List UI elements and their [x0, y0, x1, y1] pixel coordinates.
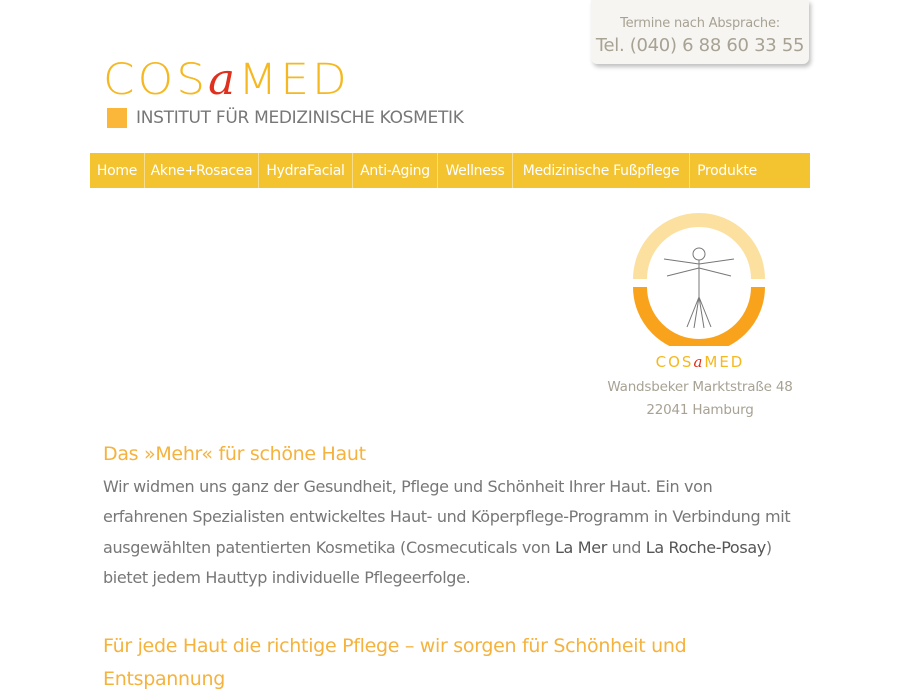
nav-hydrafacial[interactable]: HydraFacial — [259, 153, 353, 188]
link-la-roche-posay[interactable]: La Roche-Posay — [645, 537, 766, 557]
logo-text: COS — [103, 55, 209, 105]
vitruvian-emblem-icon — [632, 212, 766, 346]
appointment-note: Termine nach Absprache: — [620, 16, 780, 31]
tagline — [107, 108, 464, 128]
brand-text: MED — [704, 353, 745, 371]
link-la-mer[interactable]: La Mer — [554, 537, 607, 557]
text: Wir widmen uns ganz der Gesundheit, Pflege und Schönheit Ihrer Haut. Ein von erfahrenen Spezialisten entwickeltes Haut- und Köperpflege-Programm in Verbindung mit ausgewählten patentierten Kosmetika (Cosmecuticals von — [103, 477, 791, 557]
logo-a: a — [208, 55, 239, 105]
section-heading: Das »Mehr« für schöne Haut — [103, 443, 366, 465]
square-icon — [107, 108, 127, 128]
contact-box — [591, 0, 809, 64]
brand-text: COS — [655, 353, 694, 371]
emblem-brand — [600, 353, 800, 371]
nav-home[interactable]: Home — [90, 153, 145, 188]
nav-fusspflege[interactable]: Medizinische Fußpflege — [513, 153, 690, 188]
logo-text: MED — [238, 55, 350, 105]
tagline-text: INSTITUT FÜR MEDIZINISCHE KOSMETIK — [136, 108, 464, 128]
nav-wellness[interactable]: Wellness — [438, 153, 513, 188]
address — [590, 376, 810, 422]
address-city: 22041 Hamburg — [646, 402, 754, 418]
nav-produkte[interactable]: Produkte — [697, 163, 757, 179]
site-logo[interactable] — [103, 55, 350, 105]
address-street: Wandsbeker Marktstraße 48 — [607, 379, 793, 395]
text: ) bietet jedem Hauttyp individuelle Pflegeerfolge. — [103, 537, 772, 587]
brand-a: a — [693, 353, 705, 371]
main-nav — [90, 153, 810, 188]
text: und — [606, 537, 646, 557]
nav-anti-aging[interactable]: Anti-Aging — [353, 153, 438, 188]
intro-paragraph — [103, 472, 793, 593]
section-heading: Für jede Haut die richtige Pflege – wir sorgen für Schönheit und Entspannung — [103, 635, 687, 690]
nav-akne-rosacea[interactable]: Akne+Rosacea — [145, 153, 259, 188]
phone-number[interactable]: Tel. (040) 6 88 60 33 55 — [595, 35, 805, 56]
